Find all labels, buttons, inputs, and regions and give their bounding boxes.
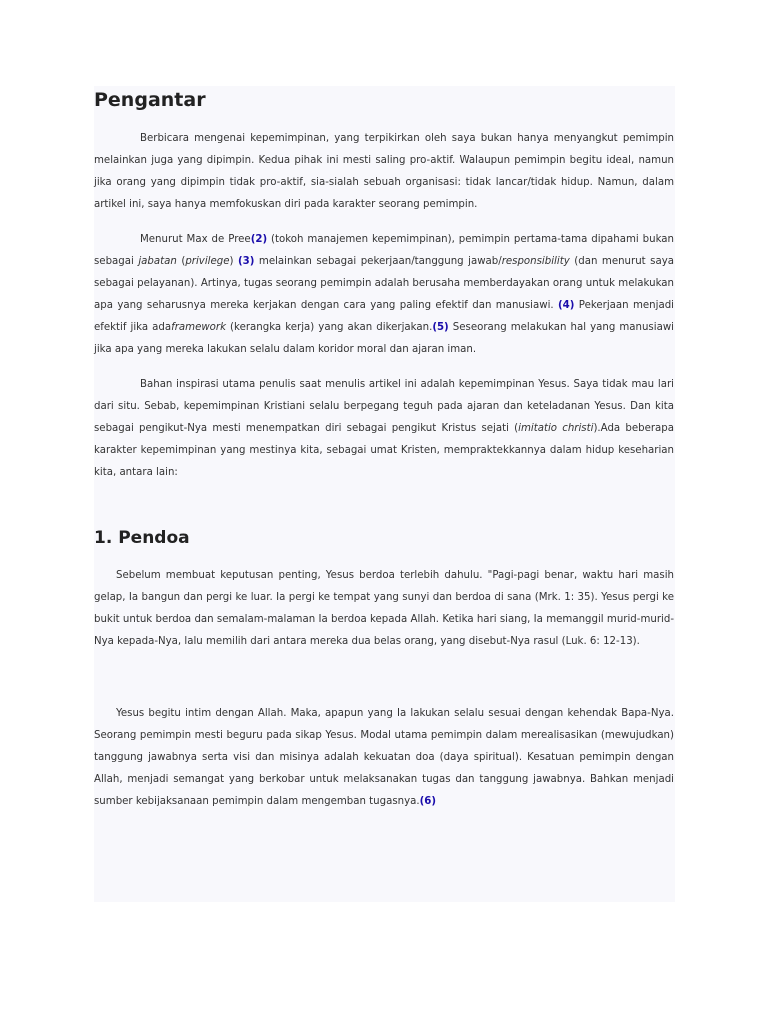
italic-text: imitatio christi xyxy=(518,423,594,434)
paragraph-intro-1: Berbicara mengenai kepemimpinan, yang terpikirkan oleh saya bukan hanya menyangkut pemimpin melainkan juga yang dipimpin. Kedua pihak ini mesti saling pro-aktif. Walaupun pemimpin begitu ideal, namun jika orang yang dipimpin tidak pro-aktif, sia-sialah sebuah organisasi: tidak lancar/tidak hidup. Namun, dalam artikel ini, saya hanya memfokuskan diri pada karakter seorang pemimpin. xyxy=(94,133,674,210)
text-span: Pekerjaan menjadi efektif jika ada xyxy=(94,300,674,333)
text-span: melainkan sebagai pekerjaan/tanggung jawab/ xyxy=(254,256,502,267)
text-span: Yesus begitu intim dengan Allah. Maka, apapun yang Ia lakukan selalu sesuai dengan kehendak Bapa-Nya. Seorang pemimpin mesti beguru pada sikap Yesus. Modal utama pemimpin dalam merealisasikan (mewujudkan) tanggung jawabnya serta visi dan misinya adalah kekuatan doa (daya spiritual). Kesatuan pemimpin dengan Allah, menjadi semangat yang berkobar untuk melaksanakan tugas dan tanggung jawabnya. Bahkan menjadi sumber kebijaksanaan pemimpin dalam mengemban tugasnya. xyxy=(94,708,674,807)
text-span: (dan menurut saya sebagai pelayanan). Artinya, tugas seorang pemimpin adalah berusaha memberdayakan orang untuk melakukan apa yang seharusnya mereka kerjakan dengan cara yang paling efektif dan manusiawi. xyxy=(94,256,674,311)
paragraph-intro-2 xyxy=(94,229,674,361)
heading-pengantar: Pengantar xyxy=(94,89,206,111)
heading-pendoa: 1. Pendoa xyxy=(94,528,190,548)
footnote-ref-6[interactable]: (6) xyxy=(419,796,437,807)
paragraph-pendoa-2 xyxy=(94,703,674,813)
italic-text: privilege xyxy=(185,256,230,267)
text-span: Menurut Max de Pree xyxy=(140,234,251,245)
text-span: ( xyxy=(176,256,186,267)
italic-text: responsibility xyxy=(501,256,570,267)
text-span: (kerangka kerja) yang akan dikerjakan. xyxy=(226,322,433,333)
text-span: Bahan inspirasi utama penulis saat menulis artikel ini adalah kepemimpinan Yesus. Saya tidak mau lari dari situ. Sebab, kepemimpinan Kristiani selalu berpegang teguh pada ajaran dan keteladanan Yesus. Dan kita sebagai pengikut-Nya mesti menempatkan diri sebagai pengikut Kristus sejati ( xyxy=(94,379,674,434)
footnote-ref-2[interactable]: (2) xyxy=(250,234,268,245)
footnote-ref-5[interactable]: (5) xyxy=(432,322,449,333)
italic-text: framework xyxy=(171,322,226,333)
footnote-ref-3[interactable]: (3) xyxy=(237,256,255,267)
text-span: ) xyxy=(229,256,238,267)
italic-text: jabatan xyxy=(138,256,177,267)
text-span: ). xyxy=(593,423,601,434)
paragraph-pendoa-1: Sebelum membuat keputusan penting, Yesus berdoa terlebih dahulu. "Pagi-pagi benar, waktu hari masih gelap, Ia bangun dan pergi ke luar. Ia pergi ke tempat yang sunyi dan berdoa di sana (Mrk. 1: 35). Yesus pergi ke bukit untuk berdoa dan semalam-malaman Ia berdoa kepada Allah. Ketika hari siang, Ia memanggil murid-murid-Nya kepada-Nya, lalu memilih dari antara mereka dua belas orang, yang disebut-Nya rasul (Luk. 6: 12-13). xyxy=(94,570,674,647)
footnote-ref-4[interactable]: (4) xyxy=(558,300,575,311)
article-body xyxy=(94,86,674,813)
text-span: Ada beberapa karakter kepemimpinan yang mestinya kita, sebagai umat Kristen, mempraktekkannya dalam hidup keseharian kita, antara lain: xyxy=(94,423,675,478)
text-span: Seseorang melakukan hal yang manusiawi jika apa yang mereka lakukan selalu dalam koridor moral dan ajaran iman. xyxy=(94,322,674,355)
text-span: (tokoh manajemen kepemimpinan), pemimpin pertama-tama dipahami bukan sebagai xyxy=(94,234,674,267)
paragraph-intro-3 xyxy=(94,374,674,484)
